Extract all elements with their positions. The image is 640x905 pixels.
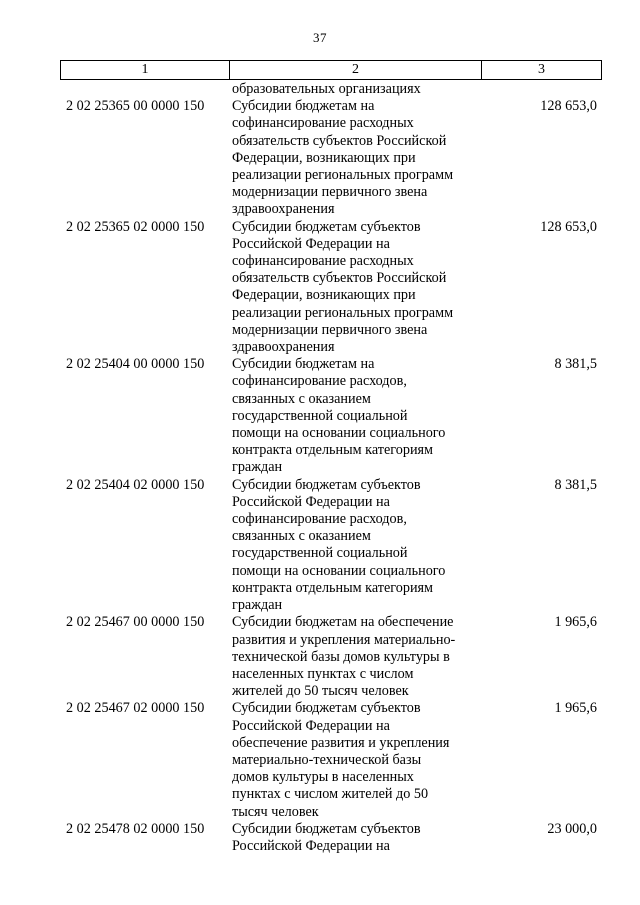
row-amount: 1 965,6 [554, 614, 597, 631]
table-row [60, 821, 602, 855]
continuation-text: образовательных организациях [232, 81, 421, 97]
row-amount: 23 000,0 [547, 820, 597, 837]
table-row [60, 219, 602, 357]
table-row [60, 356, 602, 476]
row-amount: 128 653,0 [540, 218, 597, 235]
row-amount: 8 381,5 [554, 356, 597, 373]
row-code: 2 02 25404 00 0000 150 [66, 356, 205, 373]
row-description: Субсидии бюджетам субъектов Российской Федерации на обеспечение развития и укрепления материально-технической базы домов культуры в населенных пунктах с числом жителей до 50 тысяч человек [232, 700, 450, 820]
row-amount: 1 965,6 [554, 700, 597, 717]
row-description: Субсидии бюджетам на софинансирование расходов, связанных с оказанием государственной социальной помощи на основании социального контракта отдельным категориям граждан [232, 356, 446, 476]
row-description: Субсидии бюджетам на обеспечение развития и укрепления материально- технической базы домов культуры в населенных пунктах с числом жителей до 50 тысяч человек [232, 614, 456, 700]
row-code: 2 02 25467 02 0000 150 [66, 700, 205, 717]
table-row [60, 477, 602, 615]
row-description: Субсидии бюджетам субъектов Российской Федерации на софинансирование расходов, связанных с оказанием государственной социальной помощи на основании социального контракта отдельным категориям граждан [232, 476, 446, 614]
row-code: 2 02 25365 02 0000 150 [66, 218, 205, 235]
header-col-3: 3 [538, 62, 545, 77]
page-number: 37 [313, 30, 327, 45]
table-row [60, 700, 602, 820]
header-col-1: 1 [61, 61, 230, 79]
table-row [60, 98, 602, 218]
row-code: 2 02 25365 00 0000 150 [66, 98, 205, 115]
row-code: 2 02 25404 02 0000 150 [66, 476, 205, 493]
table-header [60, 60, 602, 80]
row-code: 2 02 25467 00 0000 150 [66, 614, 205, 631]
row-description: Субсидии бюджетам субъектов Российской Федерации на [232, 820, 421, 854]
row-amount: 128 653,0 [540, 98, 597, 115]
row-amount: 8 381,5 [554, 476, 597, 493]
table-row [60, 614, 602, 700]
row-description: Субсидии бюджетам на софинансирование расходных обязательств субъектов Российской Федерации, возникающих при реализации региональных программ модернизации первичного звена здравоохранения [232, 98, 454, 218]
table-body [60, 81, 602, 855]
row-code: 2 02 25478 02 0000 150 [66, 820, 205, 837]
header-col-2: 2 [230, 61, 482, 79]
row-description: Субсидии бюджетам субъектов Российской Федерации на софинансирование расходных обязательств субъектов Российской Федерации, возникающих при реализации региональных программ модернизации первичного звена здравоохранения [232, 218, 454, 356]
